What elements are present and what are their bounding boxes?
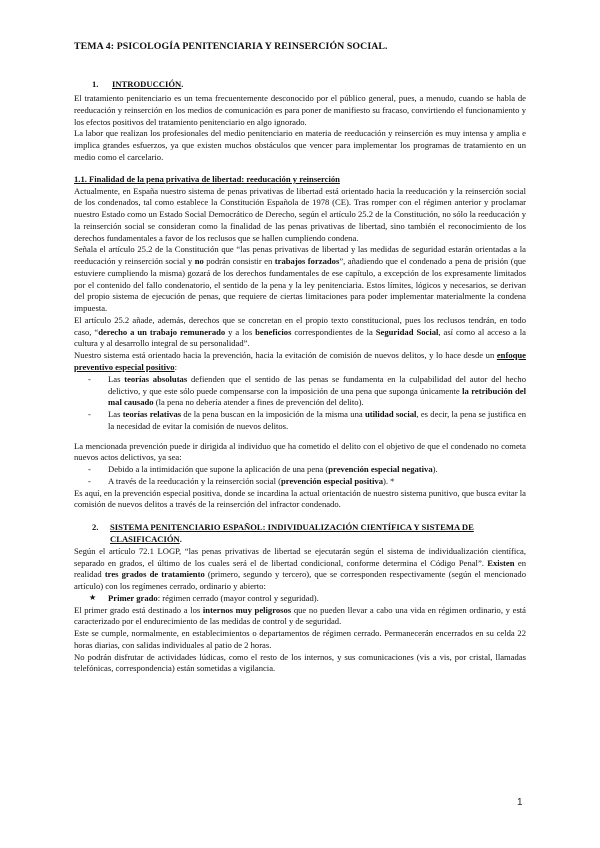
list-item: - Debido a la intimidación que supone la aplicación de una pena (prevención especial negativa). <box>74 464 526 476</box>
section-2-title: SISTEMA PENITENCIARIO ESPAÑOL <box>110 522 263 533</box>
s2-paragraph-4: No podrán disfrutar de actividades lúdicas, como el resto de los internos, y sus comunicaciones (vis a vis, por cristal, llamadas telefónicas, correspondencia) están sometidas a vigilancia. <box>74 651 526 674</box>
s11-paragraph-4: Nuestro sistema está orientado hacia la prevención, hacia la evitación de comisión de nuevos delitos, y lo hace desde un enfoque preventivo especial positivo: <box>74 350 526 373</box>
list-item: - A través de la reeducación y la reinserción social (prevención especial positiva). * <box>74 476 526 488</box>
section-1-number: 1. <box>92 79 99 90</box>
section-1-title: INTRODUCCIÓN <box>112 79 182 90</box>
prevention-list <box>74 464 526 488</box>
s2-paragraph-2: El primer grado está destinado a los internos muy peligrosos que no pueden llevar a cabo una vida en régimen ordinario, y está caracterizado por el endurecimiento de las medidas de control y de seguridad. <box>74 604 526 627</box>
list-item: - Las teorías absolutas defienden que el sentido de las penas se fundamenta en la culpabilidad del autor del hecho delictivo, y que este sólo puede compensarse con la imposición de una pena que suponga únicamente la retribución del mal causado (la pena no debería atender a fines de prevención del delito). <box>74 374 526 409</box>
s11-paragraph-6: Es aquí, en la prevención especial positiva, donde se incardina la actual orientación de nuestro sistema punitivo, que busca evitar la comisión de nuevos delitos a través de la reinserción del infractor condenado. <box>74 487 526 510</box>
s2-paragraph-1: Según el artículo 72.1 LOGP, “las penas privativas de libertad se ejecutarán según el sistema de individualización científica, separado en grados, el último de los cuales será el de libertad condicional, conforme determina el Código Penal”. Existen en realidad tres grados de tratamiento (primero, segundo y tercero), que se corresponden respectivamente (según el mencionado artículo) con los regímenes cerrado, ordinario y abierto: <box>74 545 527 592</box>
s11-paragraph-2: Señala el artículo 25.2 de la Constitución que “las penas privativas de libertad y las medidas de seguridad estarán orientadas a la reeducación y reinserción social y no podrán consistir en trabajos forzados”, añadiendo que el condenado a pena de prisión (que estuviere cumpliendo la misma) gozará de los derechos fundamentales de ese capítulo, a excepción de los expresamente limitados por el contenido del fallo condenatorio, el sentido de la pena y la ley penitenciaria. Estos límites, lógicos y necesarios, se derivan del propio sistema de ejecución de penas, que requiere de ciertas limitaciones para poder implementar materialmente la condena impuesta. <box>74 244 526 314</box>
s11-paragraph-1: Actualmente, en España nuestro sistema de penas privativas de libertad está orientado hacia la reeducación y la reinserción social de los condenados, tal como establece la Constitución Española de 1978 (CE). Tras romper con el régimen anterior y proclamar nuestro Estado como un Estado Social Democrático de Derecho, según el artículo 25.2 de la Constitución, no sólo la reeducación y la reinserción social se consideran como la finalidad de las penas privativas de libertad, sino también el reconocimiento de los derechos fundamentales a favor de los reclusos que se hallen cumpliendo condena. <box>74 185 526 243</box>
s11-paragraph-5: La mencionada prevención puede ir dirigida al individuo que ha cometido el delito con el objetivo de que el condenado no cometa nuevos actos delictivos, ya sea: <box>74 440 526 463</box>
section-1-1-heading: 1.1. Finalidad de la pena privativa de libertad: reeducación y reinserción <box>74 173 340 184</box>
s2-paragraph-3: Este se cumple, normalmente, en establecimientos o departamentos de régimen cerrado. Permanecerán encerrados en su celda 22 horas diarias, con salidas individuales al patio de 2 horas. <box>74 628 526 650</box>
page-number: 1 <box>517 797 523 808</box>
intro-paragraph-1: El tratamiento penitenciario es un tema frecuentemente desconocido por el público general, pues, a menudo, cuando se habla de reeducación y reinserción en los medios de comunicación es para poner de manifiesto su fracaso, convirtiendo el funcionamiento y los efectos positivos del tratamiento penitenciario en algo ignorado. <box>74 93 526 127</box>
s11-paragraph-3: El artículo 25.2 añade, además, derechos que se concretan en el propio texto constitucional, pues los reclusos tendrán, en todo caso, “derecho a un trabajo remunerado y a los beneficios correspondientes de la Seguridad Social, así como al acceso a la cultura y al desarrollo integral de su personalidad”. <box>74 314 527 349</box>
intro-paragraph-2: La labor que realizan los profesionales del medio penitenciario en materia de reeducación y reinserción es muy intensa y amplia e implica grandes esfuerzos, ya que existen muchos obstáculos que vencer para implementar los programas de tratamiento en un medio como el carcelario. <box>74 128 526 162</box>
section-1-title-end: . <box>181 79 184 90</box>
section-2-title-end: . <box>179 533 182 544</box>
theories-list <box>74 374 526 433</box>
document-page <box>74 40 526 675</box>
document-title: TEMA 4: PSICOLOGÍA PENITENCIARIA Y REINSERCIÓN SOCIAL. <box>74 41 388 52</box>
section-2-heading <box>74 522 526 546</box>
section-1-heading <box>74 79 526 91</box>
section-2-number: 2. <box>92 522 99 533</box>
list-item: - Las teorías relativas de la pena buscan en la imposición de la misma una utilidad social, es decir, la pena se justifica en la necesidad de evitar la comisión de nuevos delitos. <box>74 409 526 433</box>
section-2-title-rest: : INDIVIDUALIZACIÓN CIENTÍFICA Y SISTEMA DE CLASIFICACIÓN <box>110 522 474 544</box>
first-grade-item: ★ Primer grado: régimen cerrado (mayor control y seguridad). <box>89 592 319 603</box>
star-bullet-icon: ★ <box>89 592 97 602</box>
